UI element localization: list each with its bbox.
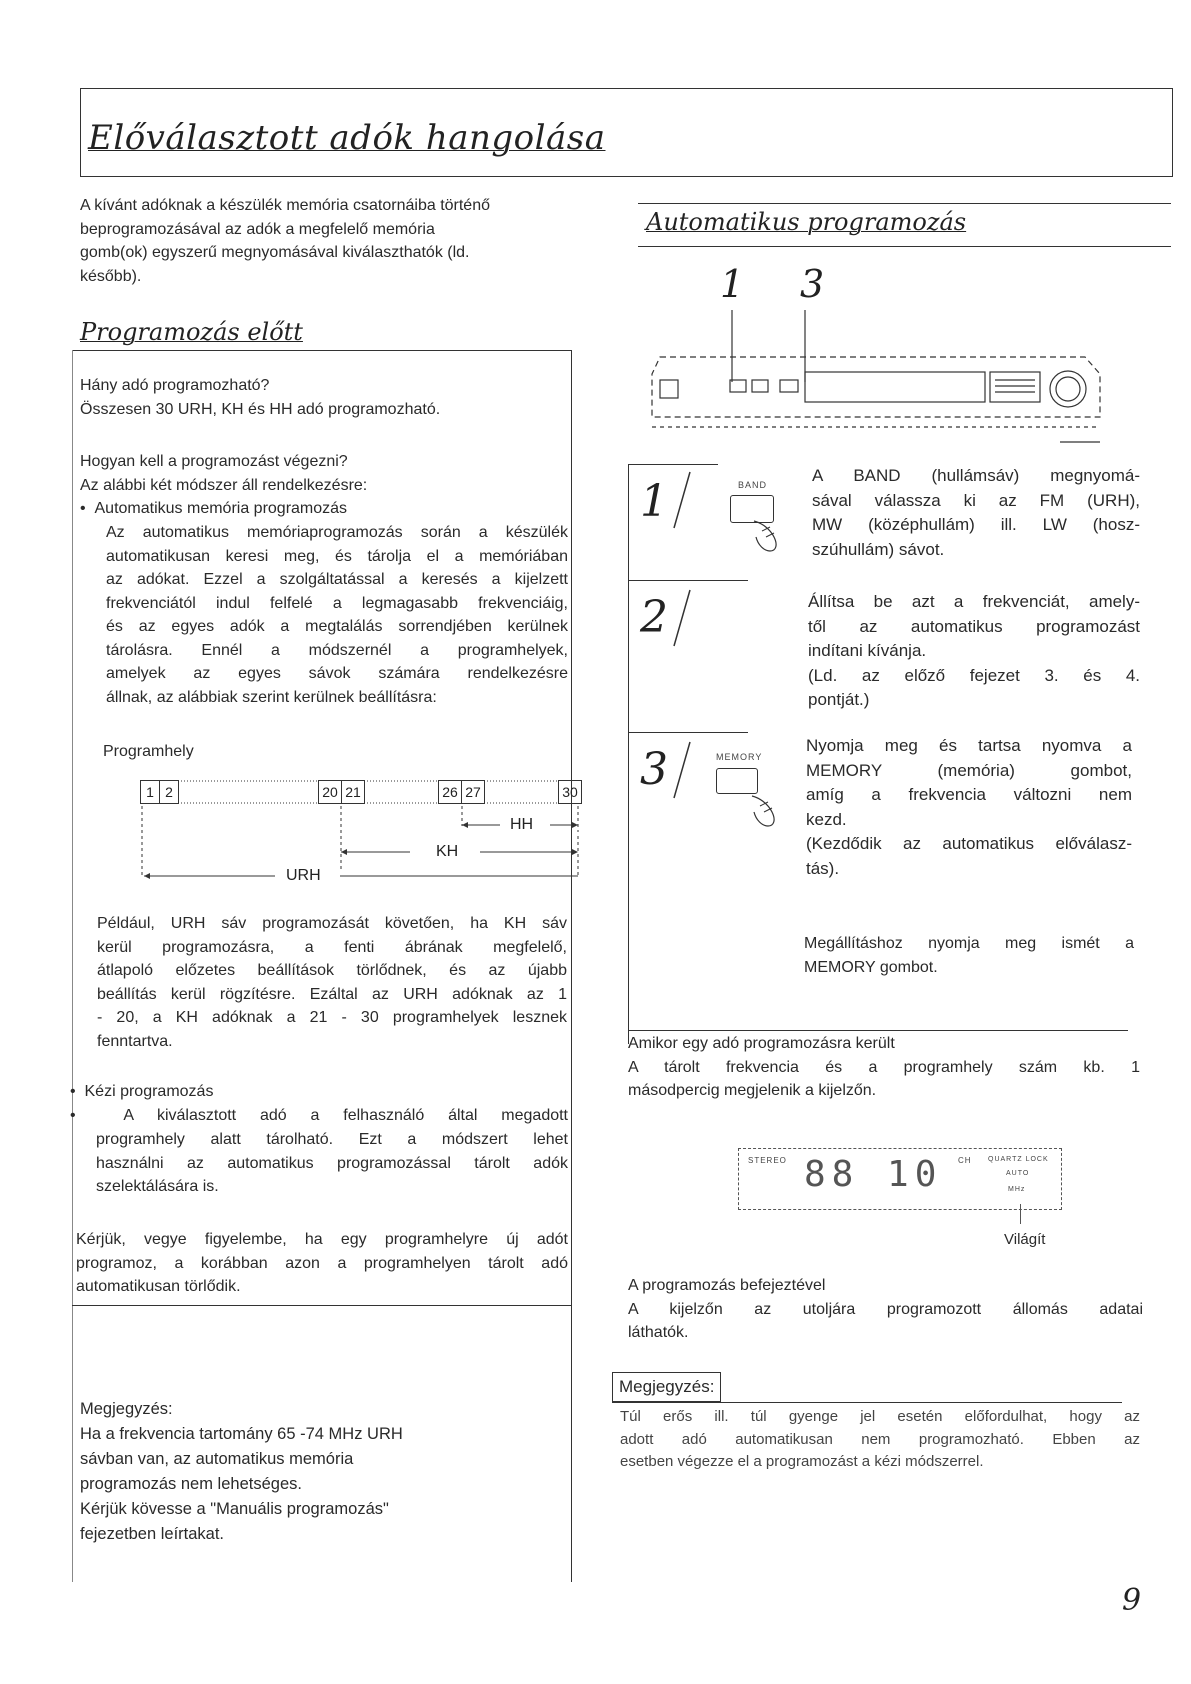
device-illustration xyxy=(640,262,1120,452)
page-title: Előválasztott adók hangolása xyxy=(88,118,606,158)
end-block: A programozás befejeztével A kijelzőn az utoljára programozott állomás adatai láthatók. xyxy=(628,1274,1143,1345)
callout-1: 1 xyxy=(720,262,745,306)
end-heading: A programozás befejeztével xyxy=(628,1277,826,1294)
slot-30: 30 xyxy=(558,780,582,804)
display-quartz: QUARTZ LOCK xyxy=(988,1156,1049,1163)
band-urh: URH xyxy=(286,867,321,884)
left-note: Megjegyzés: Ha a frekvencia tartomány 65 -74 MHz URH sávban van, az automatikus memória programozás nem lehetséges. Kérjük kövesse a "Manuális programozás" fejezetben leírtakat. xyxy=(80,1400,403,1543)
auto-bullet: Automatikus memória programozás xyxy=(94,500,348,517)
finger-icon xyxy=(748,515,798,555)
intro-text: A kívánt adóknak a készülék memória csatornáiba történő beprogramozásával az adók a megfelelő memória gomb(ok) egyszerű megnyomásával kiválaszthatók (ld. később). xyxy=(80,197,490,285)
auto-description: Az automatikus memóriaprogramozás során a készülék automatikusan keresi meg, és tárolja el a memóriában az adókat. Ezzel a szolgáltatással a keresés a kijelzett frekvenciától indul felfelé a legmagasabb frekvenciáig, és az egyes adók a megtalálás sorrendjében kerülnek tárolásra. Ennél a módszernél a programhelyek, amelyek az egyes sávok számára rendelkezésre állnak, az alábbiak szerint kerülnek beállításra: xyxy=(106,524,568,706)
slot-diagram xyxy=(140,780,580,890)
slot-2: 2 xyxy=(159,780,179,804)
programhely-label: Programhely xyxy=(103,743,194,760)
question-1: Hány adó programozható? xyxy=(80,377,270,394)
stop-text: Megállításhoz nyomja meg ismét a MEMORY gombot. xyxy=(804,935,1134,976)
question-2: Hogyan kell a programozást végezni? xyxy=(80,453,348,470)
q-a-block xyxy=(80,374,565,421)
right-note-title: Megjegyzés: xyxy=(612,1372,721,1402)
manual-description: • A kiválasztott adó a felhasználó által megadott xyxy=(70,1107,569,1124)
answer-2: Az alábbi két módszer áll rendelkezésre: xyxy=(80,476,368,494)
band-label: BAND xyxy=(738,480,768,490)
receiver-drawing xyxy=(640,262,1120,452)
manual-bullet: Kézi programozás xyxy=(84,1083,214,1100)
answer-1: Összesen 30 URH, KH és HH adó programozható. xyxy=(80,400,441,418)
how-block: Hogyan kell a programozást végezni? Az alábbi két módszer áll rendelkezésre: • Automatikus memória programozás xyxy=(80,450,565,521)
display-ch: CH xyxy=(958,1156,972,1165)
step-3-number: 3 xyxy=(640,744,668,795)
slot-arrows xyxy=(140,780,580,890)
band-hh: HH xyxy=(510,816,534,833)
warning-text: Kérjük, vegye figyelembe, ha egy programhelyre új adót programoz, a korábban azon a programhelyen tárolt adó automatikusan törlődik. xyxy=(76,1231,568,1295)
slot-26: 26 xyxy=(438,780,462,804)
step-1-text: A BAND (hullámsáv) megnyomá- sával válassza ki az FM (URH), MW (középhullám) ill. LW (hosz- szúhullám) sávot. xyxy=(812,466,1140,559)
display-stereo: STEREO xyxy=(748,1156,787,1165)
when-programmed: Amikor egy adó programozásra került A tárolt frekvencia és a programhely szám kb. 1 másodpercig megjelenik a kijelzőn. xyxy=(628,1035,1140,1099)
band-kh: KH xyxy=(436,843,459,860)
slot-1: 1 xyxy=(140,780,160,804)
step-1-number: 1 xyxy=(640,476,668,527)
display-mhz: MHz xyxy=(1008,1186,1026,1193)
slot-27: 27 xyxy=(461,780,485,804)
display-illustration xyxy=(738,1148,1068,1218)
finger-icon xyxy=(746,790,796,830)
right-note-text: Túl erős ill. túl gyenge jel esetén előfordulhat, hogy az adott adó automatikusan nem programozható. Ebben az esetben végezze el a programozást a kézi módszerrel. xyxy=(620,1408,1140,1470)
slot-20: 20 xyxy=(318,780,342,804)
manual-block: • Kézi programozás xyxy=(70,1083,214,1100)
example-text: Például, URH sáv programozását követően, ha KH sáv kerül programozásra, a fenti ábrának megfelelő, átlapoló előzetes beállítások törlődnek, és az újabb beállítás kerül rögzítésre. Ezáltal az URH adóknak az 1 - 20, a KH adóknak a 21 - 30 programhelyek lesznek fenntartva. xyxy=(97,915,567,1050)
memory-label: MEMORY xyxy=(716,752,763,762)
step-2-number: 2 xyxy=(640,592,668,643)
left-section-title: Programozás előtt xyxy=(80,318,303,346)
display-digits: 88 10 xyxy=(804,1154,943,1195)
vilagit-label: Világít xyxy=(1004,1231,1046,1248)
page-number: 9 xyxy=(1122,1583,1142,1618)
display-auto: AUTO xyxy=(1006,1170,1030,1177)
step-2-text: Állítsa be azt a frekvenciát, amely- től az automatikus programozást indítani kívánja. (Ld. az előző fejezet 3. és 4. pontját.) xyxy=(808,592,1140,709)
callout-3: 3 xyxy=(800,262,825,306)
step-3-text: Nyomja meg és tartsa nyomva a MEMORY (memória) gombot, amíg a frekvencia változni nem kezd. (Kezdődik az automatikus előválasz- tás). xyxy=(806,736,1132,878)
right-section-title: Automatikus programozás xyxy=(646,208,967,236)
slot-21: 21 xyxy=(341,780,365,804)
